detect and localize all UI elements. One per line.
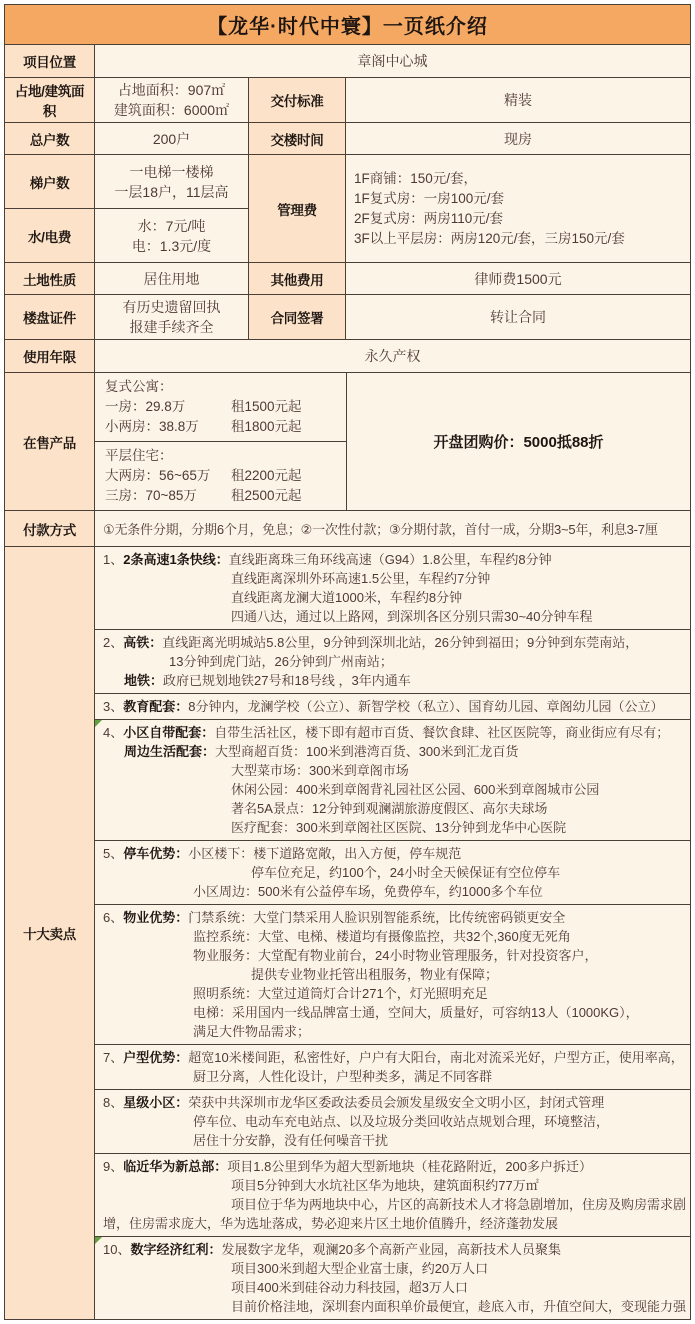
other-fees-label: 其他费用: [249, 263, 346, 294]
delivery-standard-label: 交付标准: [249, 78, 346, 122]
products-label: 在售产品: [5, 373, 95, 510]
row-products: [5, 373, 690, 511]
handover-time-value: 现房: [346, 123, 690, 154]
row-households: [5, 123, 690, 155]
group-price-promo: 开盘团购价：5000抵88折: [347, 373, 690, 510]
row-payment: [5, 511, 690, 547]
certificates-value: 有历史遗留回执 报建手续齐全: [95, 295, 249, 339]
handover-time-label: 交楼时间: [249, 123, 346, 154]
row-elevator-utilities-fees: [5, 155, 690, 263]
management-fee-label: 管理费: [249, 155, 346, 262]
selling-points-list: [95, 547, 690, 1319]
management-fee-value: 1F商铺：150元/套， 1F复式房：一房100元/套 2F复式房：两房110元/套 3F以上平层房：两房120元/套，三房150元/套: [346, 155, 690, 262]
payment-label: 付款方式: [5, 511, 95, 546]
location-value: 章阁中心城: [95, 45, 690, 77]
households-label: 总户数: [5, 123, 95, 154]
delivery-standard-value: 精装: [346, 78, 690, 122]
row-location: [5, 45, 690, 78]
land-nature-value: 居住用地: [95, 263, 249, 294]
area-label: 占地/建筑面积: [5, 78, 95, 122]
products-list: [95, 373, 347, 510]
page-title: 【龙华·时代中寰】一页纸介绍: [5, 5, 690, 45]
row-land: [5, 263, 690, 295]
other-fees-value: 律师费1500元: [346, 263, 690, 294]
elevator-value: 一电梯一楼梯 一层18户，11层高: [95, 155, 248, 209]
property-info-sheet: [4, 4, 691, 1320]
selling-points-label: 十大卖点: [5, 547, 95, 1319]
area-value: 占地面积：907㎡ 建筑面积：6000㎡: [95, 78, 249, 122]
selling-point-item: 6、物业优势：门禁系统：大堂门禁采用人脸识别智能系统，比传统密码锁更安全 监控系统：大堂、电梯、楼道均有摄像监控，共32个,360度无死角 物业服务：大堂配有物业前台，24小时物业管理服务，针对投资客户， 提供专业物业托管出租服务，物业有保障； 照明系统：大堂过道筒灯合计271个，灯光照明充足 电梯：采用国内一线品牌富士通，空间大，质量好，可容纳13人（1000KG）， 满足大件物品需求；: [95, 905, 690, 1045]
location-label: 项目位置: [5, 45, 95, 77]
flat-residences: 平层住宅： 大两房：56~65万 租2200元起 三房：70~85万 租2500元起: [95, 442, 346, 510]
selling-point-item: 2、高铁：直线距离光明城站5.8公里，9分钟到深圳北站，26分钟到福田；9分钟到东莞南站， 13分钟到虎门站，26分钟到广州南站； 地铁：政府已规划地铁27号和18号线 ，3年内通车: [95, 630, 690, 694]
duplex-apartments: 复式公寓： 一房：29.8万 租1500元起 小两房：38.8万 租1800元起: [95, 373, 346, 442]
row-area: [5, 78, 690, 123]
selling-point-item: 8、星级小区：荣获中共深圳市龙华区委政法委员会颁发星级安全文明小区，封闭式管理 停车位、电动车充电站点、以及垃圾分类回收站点规划合理，环境整洁， 居住十分安静，没有任何噪音干扰: [95, 1090, 690, 1154]
row-tenure: [5, 340, 690, 373]
selling-point-item: 10、数字经济红利：发展数字龙华，观澜20多个高新产业园，高新技术人员聚集 项目300米到超大型企业富士康，约20万人口 项目400米到硅谷动力科技园，超3万人口 目前价格洼地，深圳套内面积单价最便宜，趁底入市，升值空间大，变现能力强: [95, 1237, 690, 1319]
certificates-label: 楼盘证件: [5, 295, 95, 339]
contract-label: 合同签署: [249, 295, 346, 339]
selling-point-item: 1、2条高速1条快线：直线距离珠三角环线高速（G94）1.8公里，车程约8分钟 直线距离深圳外环高速1.5公里，车程约7分钟 直线距离龙澜大道1000米，车程约8分钟 四通八达，通过以上路网，到深圳各区分别只需30~40分钟车程: [95, 547, 690, 630]
households-value: 200户: [95, 123, 249, 154]
contract-value: 转让合同: [346, 295, 690, 339]
selling-point-item: 4、小区自带配套：自带生活社区，楼下即有超市百货、餐饮食肆、社区医院等，商业街应有尽有； 周边生活配套：大型商超百货：100米到港湾百货、300米到汇龙百货 大型菜市场：300米到章阁市场 休闲公园：400米到章阁背礼园社区公园、600米到章阁城市公园 著名5A景点：12分钟到观澜湖旅游度假区、高尔夫球场 医疗配套：300米到章阁社区医院、13分钟到龙华中心医院: [95, 720, 690, 841]
selling-point-item: 3、教育配套：8分钟内，龙澜学校（公立）、新智学校（私立）、国育幼儿园、章阁幼儿园（公立）: [95, 694, 690, 720]
row-selling-points: [5, 547, 690, 1319]
product-line: 三房：70~85万 租2500元起: [105, 488, 302, 503]
product-line: 小两房：38.8万 租1800元起: [105, 419, 302, 434]
utilities-value: 水：7元/吨 电：1.3元/度: [95, 209, 248, 262]
selling-point-item: 9、临近华为新总部：项目1.8公里到华为超大型新地块（桂花路附近，200多户拆迁） 项目5分钟到大水坑社区华为地块，建筑面积约77万㎡ 项目位于华为两地块中心，片区的高新技术人才将急剧增加，住房及购房需求剧 增，住房需求庞大，华为选址落成，势必迎来片区土地价值腾升，经济蓬勃发展: [95, 1154, 690, 1237]
payment-value: ①无条件分期，分期6个月，免息；②一次性付款；③分期付款，首付一成，分期3~5年，利息3-7厘: [95, 511, 690, 546]
selling-point-item: 7、户型优势：超宽10米楼间距，私密性好，户户有大阳台，南北对流采光好，户型方正，使用率高， 厨卫分离，人性化设计，户型种类多，满足不同客群: [95, 1045, 690, 1090]
utilities-label: 水/电费: [5, 209, 94, 262]
product-line: 一房：29.8万 租1500元起: [105, 399, 302, 414]
product-line: 大两房：56~65万 租2200元起: [105, 468, 302, 483]
elevator-label: 梯户数: [5, 155, 94, 209]
land-nature-label: 土地性质: [5, 263, 95, 294]
tenure-label: 使用年限: [5, 340, 95, 372]
tenure-value: 永久产权: [95, 340, 690, 372]
left-values: [95, 155, 249, 262]
selling-point-item: 5、停车优势：小区楼下：楼下道路宽敞，出入方便，停车规范 停车位充足，约100个，24小时全天候保证有空位停车 小区周边：500米有公益停车场，免费停车，约1000多个车位: [95, 841, 690, 905]
left-labels: [5, 155, 95, 262]
row-certificates: [5, 295, 690, 340]
